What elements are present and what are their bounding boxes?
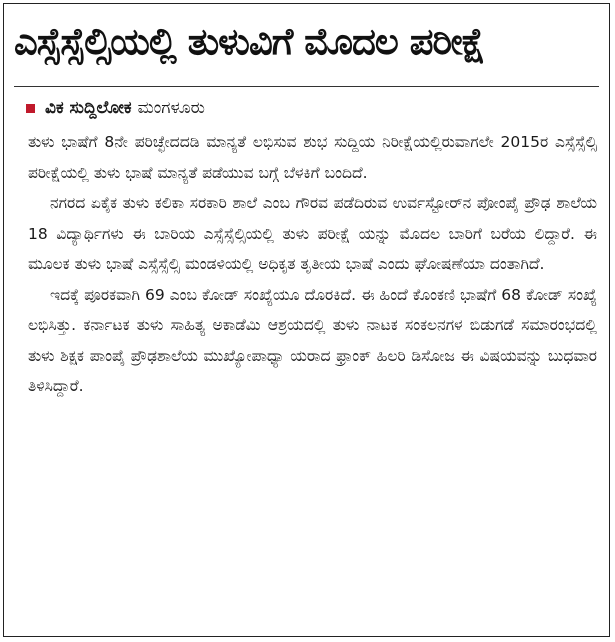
byline-place: ಮಂಗಳೂರು bbox=[137, 98, 205, 118]
paragraph-2: ನಗರದ ಏಕೈಕ ತುಳು ಕಲಿಕಾ ಸರಕಾರಿ ಶಾಲೆ ಎಂಬ ಗೌರವ ಪಡೆದಿರುವ ಉರ್ವಸ್ಟೋರ್‌ನ ಪೋಂಪೈ ಪ್ರೌಢ ಶಾಲೆಯ 18 ವಿದ್ಯಾರ್ಥಿಗಳು ಈ ಬಾರಿಯ ಎಸ್ಸೆಸ್ಸೆಲ್ಸಿಯಲ್ಲಿ ತುಳು ಪರೀಕ್ಷೆ ಯನ್ನು ಮೊದಲ ಬಾರಿಗೆ ಬರೆಯ ಲಿದ್ದಾರೆ. ಈ ಮೂಲಕ ತುಳು ಭಾಷೆ ಎಸ್ಸೆಸ್ಸೆಲ್ಸಿ ಮಂಡಳಿಯಲ್ಲಿ ಅಧಿಕೃತ ತೃತೀಯ ಭಾಷೆ ಎಂದು ಘೋಷಣೆಯಾ ದಂತಾಗಿದೆ. bbox=[28, 194, 597, 273]
headline-divider bbox=[14, 86, 599, 87]
byline bbox=[26, 95, 609, 121]
paragraph-3: ಇದಕ್ಕೆ ಪೂರಕವಾಗಿ 69 ಎಂಬ ಕೋಡ್ ಸಂಖ್ಯೆಯೂ ದೊರಕಿದೆ. ಈ ಹಿಂದೆ ಕೊಂಕಣಿ ಭಾಷೆಗೆ 68 ಕೋಡ್ ಸಂಖ್ಯೆ ಲಭಿಸಿತ್ತು. ಕರ್ನಾಟಕ ತುಳು ಸಾಹಿತ್ಯ ಅಕಾಡೆಮಿ ಆಶ್ರಯದಲ್ಲಿ ತುಳು ನಾಟಕ ಸಂಕಲನಗಳ ಬಿಡುಗಡೆ ಸಮಾರಂಭದಲ್ಲಿ ತುಳು ಶಿಕ್ಷಕ ಪಾಂಪೈ ಪ್ರೌಢಶಾಲೆಯ ಮುಖ್ಯೋಪಾಧ್ಯಾ ಯರಾದ ಫ್ರಾಂಕ್ ಹಿಲರಿ ಡಿಸೋಜ ಈ ವಿಷಯವನ್ನು ಬುಧವಾರ ತಿಳಿಸಿದ್ದಾರೆ. bbox=[28, 285, 597, 395]
headline: ಎಸ್ಸೆಸ್ಸೆಲ್ಸಿಯಲ್ಲಿ ತುಳುವಿಗೆ ಮೊದಲ ಪರೀಕ್ಷೆ bbox=[14, 20, 485, 63]
article-body bbox=[28, 127, 597, 402]
news-clipping bbox=[3, 3, 610, 637]
paragraph-1: ತುಳು ಭಾಷೆಗೆ 8ನೇ ಪರಿಚ್ಛೇದದಡಿ ಮಾನ್ಯತೆ ಲಭಿಸುವ ಶುಭ ಸುದ್ದಿಯ ನಿರೀಕ್ಷೆಯಲ್ಲಿರುವಾಗಲೇ 2015ರ ಎಸ್ಸೆಸ್ಸೆಲ್ಸಿ ಪರೀಕ್ಷೆಯಲ್ಲಿ ತುಳು ಭಾಷೆ ಮಾನ್ಯತೆ ಪಡೆಯುವ ಬಗ್ಗೆ ಬೆಳಕಿಗೆ ಬಂದಿದೆ. bbox=[28, 133, 597, 182]
byline-square-icon bbox=[26, 104, 35, 113]
byline-brand: ವಿಕ ಸುದ್ದಿಲೋಕ bbox=[45, 98, 132, 118]
